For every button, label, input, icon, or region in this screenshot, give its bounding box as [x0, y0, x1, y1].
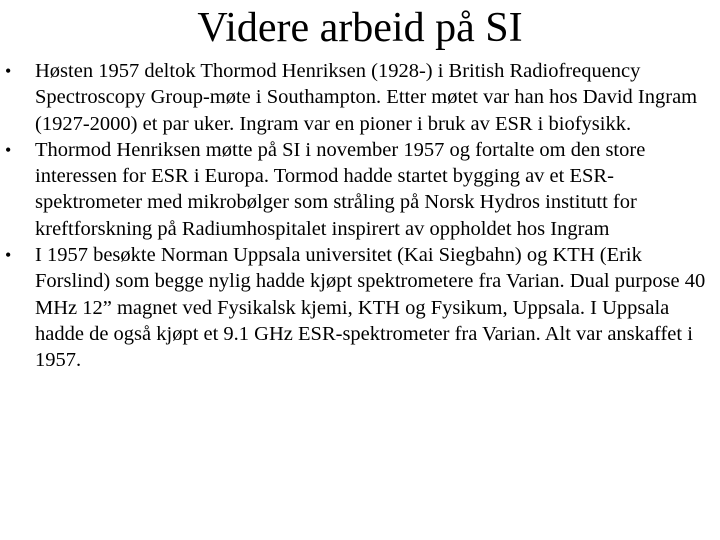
bullet-text: Thormod Henriksen møtte på SI i november 1957 og fortalte om den store interessen for ESR i Europa. Tormod hadde startet bygging av et ESR-spektrometer med mikrobølger som stråling på Norsk Hydros institutt for kreftforskning på Radiumhospitalet inspirert av oppholdet hos Ingram [35, 138, 646, 240]
bullet-icon: • [5, 61, 12, 81]
bullet-icon: • [5, 139, 12, 160]
bullet-item [0, 242, 720, 373]
bullet-list [0, 58, 720, 374]
bullet-item [0, 58, 720, 137]
bullet-text: I 1957 besøkte Norman Uppsala universitet (Kai Siegbahn) og KTH (Erik Forslind) som begge nylig hadde kjøpt spektrometere fra Varian. Dual purpose 40 MHz 12” magnet ved Fysikalsk kjemi, KTH og Fysikum, Uppsala. I Uppsala hadde de også kjøpt et 9.1 GHz ESR-spektrometer fra Varian. Alt var anskaffet i 1957. [35, 244, 706, 372]
slide-title: Videre arbeid på SI [197, 5, 523, 51]
bullet-icon: • [5, 245, 12, 266]
bullet-item [0, 137, 720, 242]
bullet-text: Høsten 1957 deltok Thormod Henriksen (1928-) i British Radiofrequency Spectroscopy Group-møte i Southampton. Etter møtet var han hos David Ingram (1927-2000) et par uker. Ingram var en pioner i bruk av ESR i biofysikk. [35, 60, 698, 135]
